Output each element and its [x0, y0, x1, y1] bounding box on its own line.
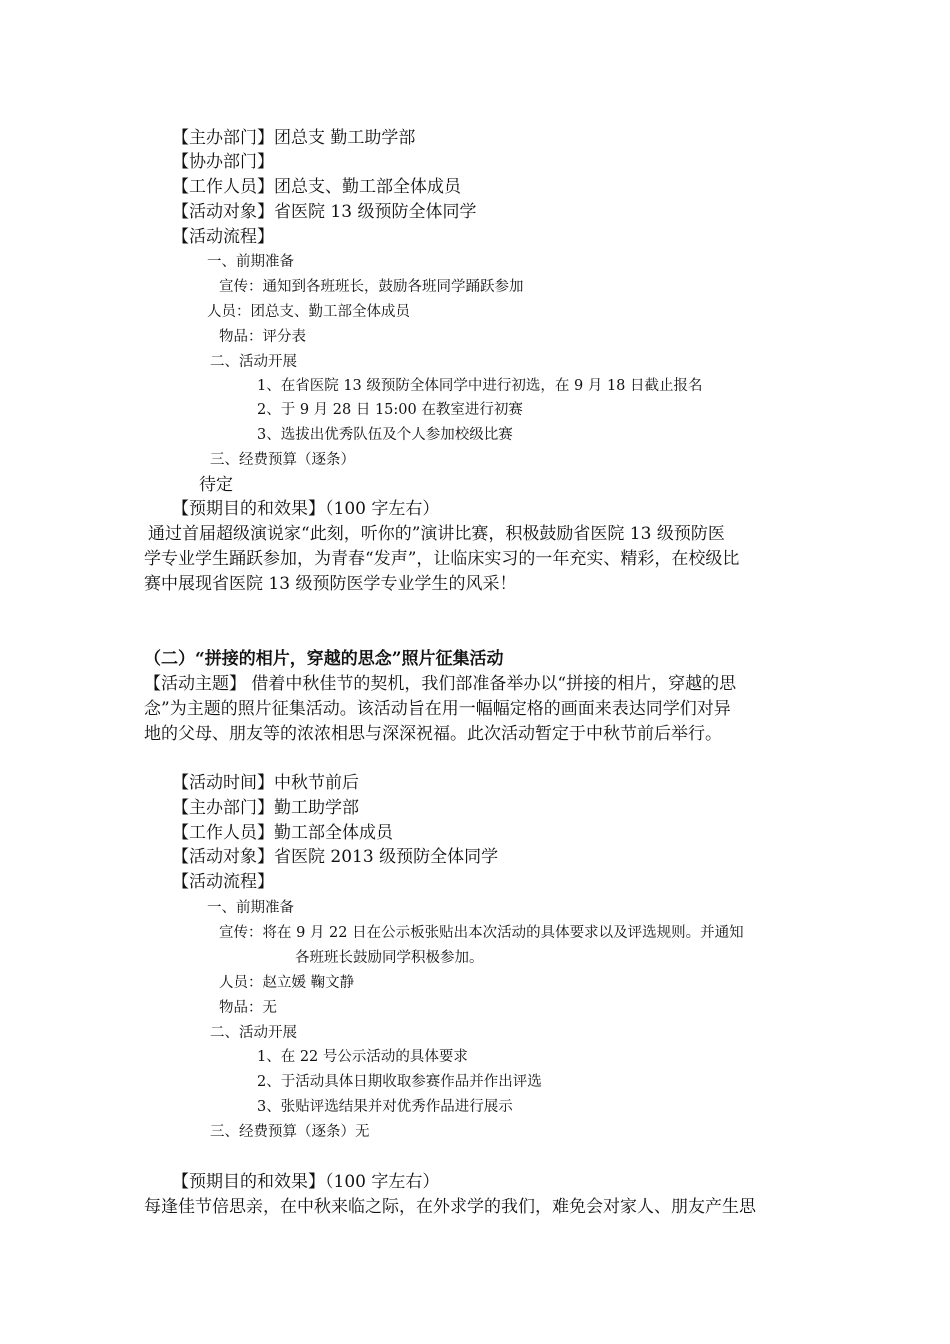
budget-line: 三、经费预算（逐条）无: [210, 1124, 370, 1140]
materials-line: 物品：评分表: [219, 329, 306, 345]
publicity-line-continued: 各班班长鼓励同学积极参加。: [295, 950, 484, 966]
audience-line: 【活动对象】省医院 2013 级预防全体同学: [172, 847, 499, 867]
staff-line: 【工作人员】团总支、勤工部全体成员: [172, 177, 461, 197]
process-label: 【活动流程】: [172, 227, 274, 247]
personnel-line: 人员：赵立媛 鞠文静: [219, 975, 355, 991]
publicity-line: 宣传：将在 9 月 22 日在公示板张贴出本次活动的具体要求以及评选规则。并通知: [219, 925, 744, 941]
expected-paragraph-line: 通过首届超级演说家“此刻，听你的”演讲比赛，积极鼓励省医院 13 级预防医: [148, 524, 725, 544]
expected-label: 【预期目的和效果】（100 字左右）: [172, 1172, 440, 1192]
step-item: 1、在省医院 13 级预防全体同学中进行初选，在 9 月 18 日截止报名: [257, 378, 703, 394]
theme-paragraph-line: 地的父母、朋友等的浓浓相思与深深祝福。此次活动暂定于中秋节前后举行。: [144, 724, 722, 744]
step-item: 1、在 22 号公示活动的具体要求: [257, 1049, 468, 1065]
step-item: 3、张贴评选结果并对优秀作品进行展示: [257, 1099, 513, 1115]
prep-heading: 一、前期准备: [207, 900, 294, 916]
publicity-line: 宣传：通知到各班班长，鼓励各班同学踊跃参加: [219, 279, 524, 295]
materials-line: 物品：无: [219, 1000, 277, 1016]
expected-paragraph-line: 赛中展现省医院 13 级预防医学专业学生的风采！: [144, 574, 517, 594]
conduct-heading: 二、活动开展: [210, 1025, 297, 1041]
expected-paragraph-line: 每逢佳节倍思亲，在中秋来临之际，在外求学的我们，难免会对家人、朋友产生思: [144, 1197, 756, 1217]
organizer-line: 【主办部门】勤工助学部: [172, 798, 359, 818]
theme-paragraph-line: 念”为主题的照片征集活动。该活动旨在用一幅幅定格的画面来表达同学们对异: [144, 699, 731, 719]
budget-heading: 三、经费预算（逐条）: [210, 452, 355, 468]
time-line: 【活动时间】中秋节前后: [172, 773, 359, 793]
budget-value: 待定: [199, 475, 233, 495]
co-organizer-line: 【协办部门】: [172, 152, 274, 172]
step-item: 2、于活动具体日期收取参赛作品并作出评选: [257, 1074, 542, 1090]
conduct-heading: 二、活动开展: [210, 354, 297, 370]
process-label: 【活动流程】: [172, 872, 274, 892]
organizer-line: 【主办部门】团总支 勤工助学部: [172, 128, 416, 148]
theme-paragraph-line: 【活动主题】 借着中秋佳节的契机，我们部准备举办以“拼接的相片，穿越的思: [144, 674, 737, 694]
step-item: 2、于 9 月 28 日 15:00 在教室进行初赛: [257, 402, 523, 418]
personnel-line: 人员：团总支、勤工部全体成员: [207, 304, 410, 320]
step-item: 3、选拔出优秀队伍及个人参加校级比赛: [257, 427, 513, 443]
expected-paragraph-line: 学专业学生踊跃参加，为青春“发声”，让临床实习的一年充实、精彩，在校级比: [144, 549, 740, 569]
section-title: （二）“拼接的相片，穿越的思念”照片征集活动: [144, 649, 504, 669]
audience-line: 【活动对象】省医院 13 级预防全体同学: [172, 202, 477, 222]
prep-heading: 一、前期准备: [207, 254, 294, 270]
expected-label: 【预期目的和效果】（100 字左右）: [172, 499, 440, 519]
staff-line: 【工作人员】勤工部全体成员: [172, 823, 393, 843]
